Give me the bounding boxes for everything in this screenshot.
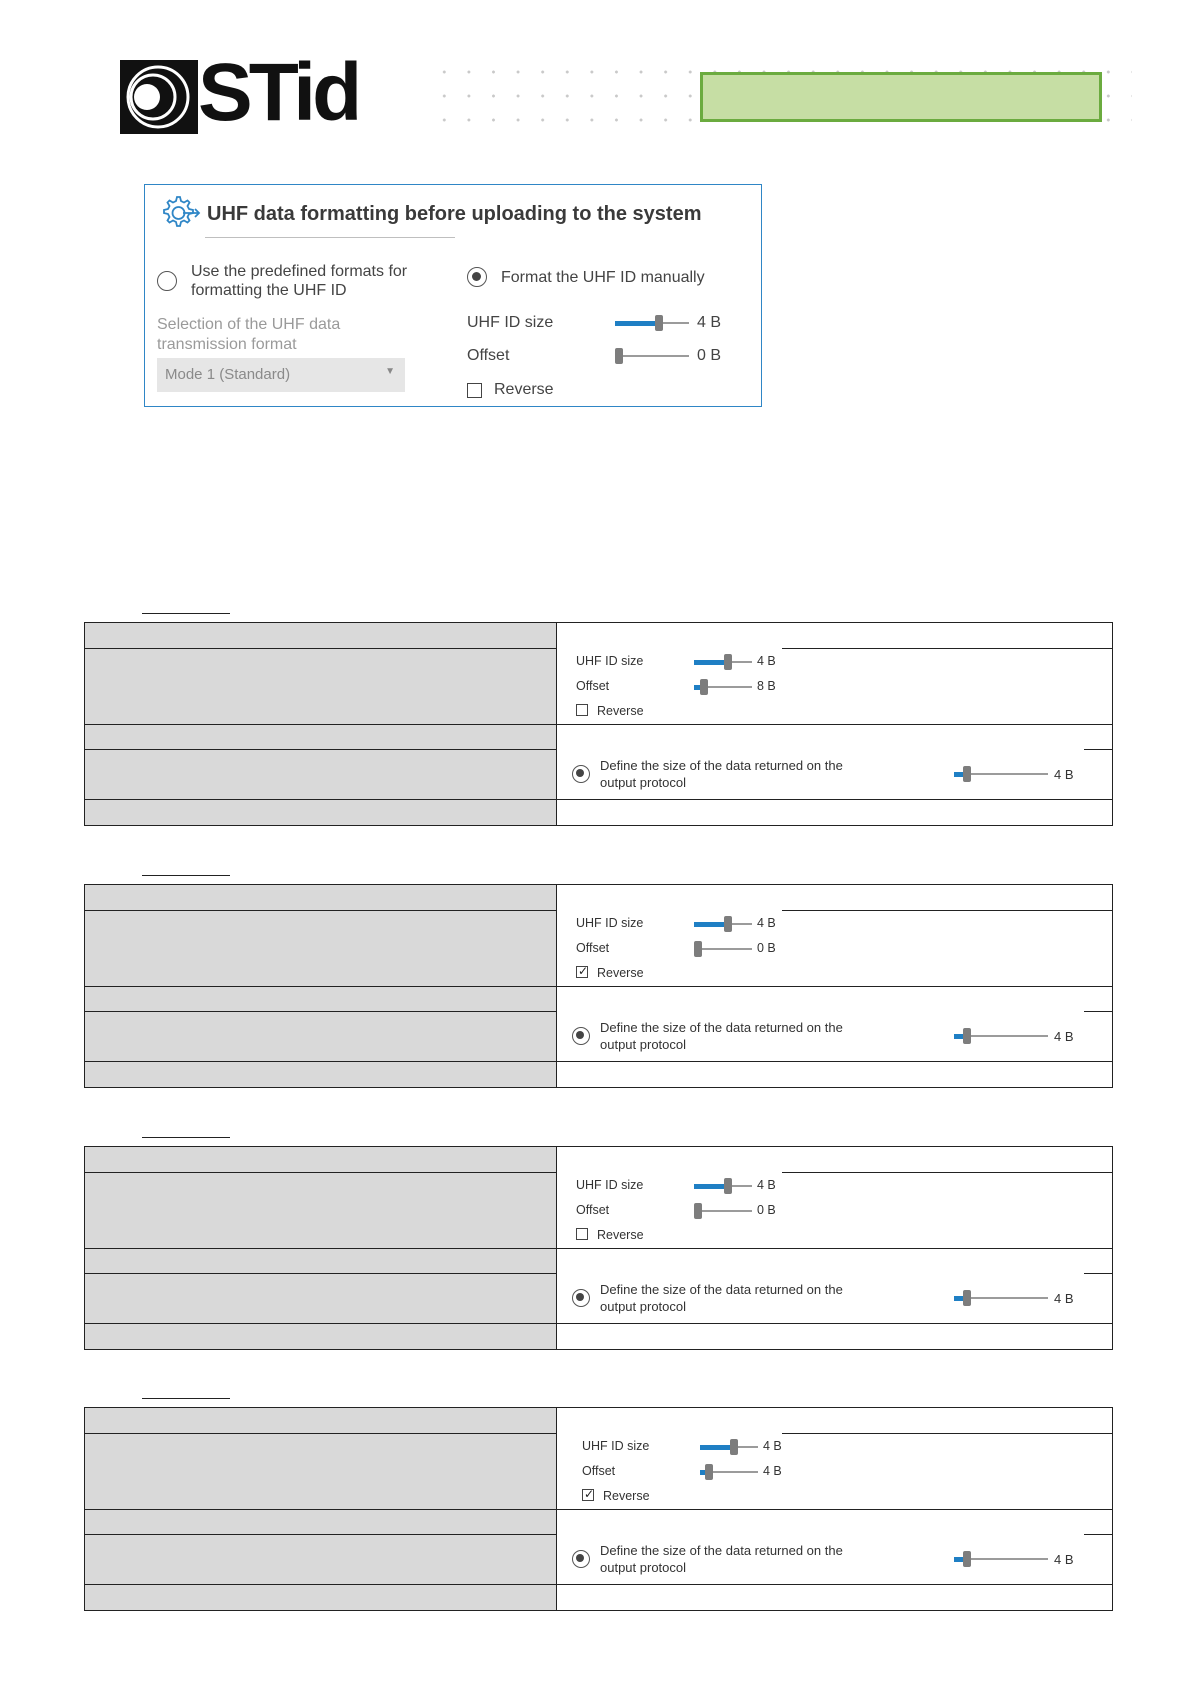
table-row-divider bbox=[85, 1433, 557, 1434]
output-size-label-1: Define the size of the data returned on the bbox=[600, 1282, 843, 1297]
slider-thumb[interactable] bbox=[615, 348, 623, 364]
uhf-id-size-slider[interactable] bbox=[694, 1178, 752, 1194]
uhf-formatting-panel bbox=[144, 184, 762, 407]
reverse-label: Reverse bbox=[597, 1228, 644, 1242]
output-size-value: 4 B bbox=[1054, 1552, 1074, 1567]
stid-logo bbox=[120, 47, 360, 138]
example-heading-underline bbox=[142, 1398, 230, 1399]
reverse-checkbox[interactable] bbox=[467, 383, 482, 398]
example-heading-underline bbox=[142, 1137, 230, 1138]
uhf-id-size-value: 4 B bbox=[757, 1178, 776, 1192]
slider-track bbox=[694, 948, 752, 950]
uhf-id-size-value: 4 B bbox=[697, 314, 722, 331]
option-manual-label: Format the UHF ID manually bbox=[501, 269, 705, 286]
radio-define-output-size[interactable] bbox=[572, 1027, 590, 1045]
uhf-id-size-value: 4 B bbox=[757, 916, 776, 930]
table-row-divider bbox=[557, 986, 1113, 987]
uhf-id-size-label: UHF ID size bbox=[576, 1178, 644, 1192]
slider-track bbox=[694, 1210, 752, 1212]
offset-slider[interactable] bbox=[694, 1203, 752, 1219]
offset-value: 0 B bbox=[697, 347, 722, 364]
header-title-box bbox=[700, 72, 1102, 122]
table-row-divider bbox=[85, 1011, 557, 1012]
slider-thumb[interactable] bbox=[655, 315, 663, 331]
table-row-divider bbox=[1084, 749, 1113, 750]
table-row-divider bbox=[782, 1433, 1113, 1434]
output-size-value: 4 B bbox=[1054, 767, 1074, 782]
slider-thumb[interactable] bbox=[705, 1464, 713, 1480]
stid-logo-mark bbox=[120, 60, 200, 136]
output-size-slider[interactable] bbox=[954, 1551, 1048, 1567]
offset-slider[interactable] bbox=[694, 941, 752, 957]
table-row-divider bbox=[557, 799, 1113, 800]
option-predefined-label-2: formatting the UHF ID bbox=[191, 282, 347, 299]
slider-thumb[interactable] bbox=[700, 679, 708, 695]
table-row-divider bbox=[85, 1323, 557, 1324]
selection-format-label-1: Selection of the UHF data bbox=[157, 316, 341, 333]
table-row-divider bbox=[85, 986, 557, 987]
radio-define-output-size[interactable] bbox=[572, 765, 590, 783]
radio-predefined-formats[interactable] bbox=[157, 271, 177, 291]
table-row-divider bbox=[85, 1061, 557, 1062]
offset-slider[interactable] bbox=[700, 1464, 758, 1480]
output-size-label-1: Define the size of the data returned on the bbox=[600, 758, 843, 773]
table-row-divider bbox=[557, 1248, 1113, 1249]
reverse-label: Reverse bbox=[603, 1489, 650, 1503]
panel-title: UHF data formatting before uploading to the system bbox=[207, 203, 702, 225]
table-row-divider bbox=[85, 910, 557, 911]
output-size-value: 4 B bbox=[1054, 1291, 1074, 1306]
output-size-value: 4 B bbox=[1054, 1029, 1074, 1044]
offset-label: Offset bbox=[576, 1203, 610, 1217]
output-size-label-2: output protocol bbox=[600, 1299, 687, 1314]
offset-value: 4 B bbox=[763, 1464, 782, 1478]
table-row-divider bbox=[85, 799, 557, 800]
table-row-divider bbox=[1084, 1273, 1113, 1274]
table-row-divider bbox=[557, 1061, 1113, 1062]
mode-dropdown-value: Mode 1 (Standard) bbox=[165, 366, 291, 383]
table-row-divider bbox=[782, 910, 1113, 911]
radio-define-output-size[interactable] bbox=[572, 1550, 590, 1568]
slider-thumb[interactable] bbox=[724, 654, 732, 670]
slider-thumb[interactable] bbox=[963, 1551, 971, 1567]
table-row-divider bbox=[85, 1534, 557, 1535]
output-size-slider[interactable] bbox=[954, 1028, 1048, 1044]
uhf-id-size-slider[interactable] bbox=[694, 654, 752, 670]
table-row-divider bbox=[557, 1509, 1113, 1510]
table-row-divider bbox=[85, 1584, 557, 1585]
table-row-divider bbox=[557, 1584, 1113, 1585]
gear-arrow-icon bbox=[157, 193, 201, 233]
uhf-id-size-value: 4 B bbox=[763, 1439, 782, 1453]
table-row-divider bbox=[85, 1248, 557, 1249]
table-row-divider bbox=[1084, 1534, 1113, 1535]
reverse-label: Reverse bbox=[494, 381, 554, 398]
table-row-divider bbox=[782, 1172, 1113, 1173]
output-size-label-2: output protocol bbox=[600, 1037, 687, 1052]
table-row-divider bbox=[557, 1323, 1113, 1324]
offset-label: Offset bbox=[467, 347, 510, 364]
example-heading-underline bbox=[142, 613, 230, 614]
output-size-slider[interactable] bbox=[954, 766, 1048, 782]
slider-fill bbox=[700, 1445, 732, 1450]
slider-thumb[interactable] bbox=[963, 1290, 971, 1306]
table-row-divider bbox=[557, 724, 1113, 725]
table-row-divider bbox=[85, 724, 557, 725]
offset-label: Offset bbox=[582, 1464, 616, 1478]
uhf-id-size-value: 4 B bbox=[757, 654, 776, 668]
option-predefined-label-1: Use the predefined formats for bbox=[191, 263, 408, 280]
offset-value: 0 B bbox=[757, 941, 776, 955]
radio-define-output-size[interactable] bbox=[572, 1289, 590, 1307]
table-row-divider bbox=[85, 1509, 557, 1510]
slider-thumb[interactable] bbox=[963, 766, 971, 782]
slider-track bbox=[615, 355, 689, 357]
uhf-id-size-label: UHF ID size bbox=[582, 1439, 650, 1453]
offset-label: Offset bbox=[576, 679, 610, 693]
table-row-divider bbox=[782, 648, 1113, 649]
reverse-label: Reverse bbox=[597, 704, 644, 718]
reverse-checkbox[interactable] bbox=[576, 966, 588, 978]
reverse-checkbox[interactable] bbox=[576, 1228, 588, 1240]
slider-fill bbox=[694, 1184, 726, 1189]
uhf-id-size-label: UHF ID size bbox=[576, 916, 644, 930]
table-row-divider bbox=[85, 648, 557, 649]
example-heading-underline bbox=[142, 875, 230, 876]
table-row-divider bbox=[1084, 1011, 1113, 1012]
slider-thumb[interactable] bbox=[724, 1178, 732, 1194]
uhf-id-size-label: UHF ID size bbox=[576, 654, 644, 668]
slider-fill bbox=[615, 321, 657, 326]
uhf-id-size-slider[interactable] bbox=[694, 916, 752, 932]
table-row-divider bbox=[85, 1172, 557, 1173]
slider-fill bbox=[694, 660, 726, 665]
slider-thumb[interactable] bbox=[963, 1028, 971, 1044]
radio-format-manually[interactable] bbox=[467, 267, 487, 287]
table-row-divider bbox=[85, 749, 557, 750]
output-size-label-1: Define the size of the data returned on the bbox=[600, 1543, 843, 1558]
output-size-label-1: Define the size of the data returned on the bbox=[600, 1020, 843, 1035]
offset-value: 0 B bbox=[757, 1203, 776, 1217]
slider-fill bbox=[694, 922, 726, 927]
output-size-label-2: output protocol bbox=[600, 1560, 687, 1575]
reverse-checkbox[interactable] bbox=[582, 1489, 594, 1501]
slider-thumb[interactable] bbox=[730, 1439, 738, 1455]
reverse-checkbox[interactable] bbox=[576, 704, 588, 716]
reverse-label: Reverse bbox=[597, 966, 644, 980]
selection-format-label-2: transmission format bbox=[157, 336, 297, 353]
title-divider bbox=[205, 237, 455, 238]
offset-slider[interactable] bbox=[694, 679, 752, 695]
offset-slider[interactable] bbox=[615, 348, 689, 364]
output-size-label-2: output protocol bbox=[600, 775, 687, 790]
slider-thumb[interactable] bbox=[694, 941, 702, 957]
brand-name: STid bbox=[198, 47, 359, 138]
uhf-id-size-slider[interactable] bbox=[615, 315, 689, 331]
uhf-id-size-slider[interactable] bbox=[700, 1439, 758, 1455]
slider-thumb[interactable] bbox=[694, 1203, 702, 1219]
output-size-slider[interactable] bbox=[954, 1290, 1048, 1306]
chevron-down-icon: ▼ bbox=[385, 366, 395, 377]
mode-dropdown[interactable] bbox=[157, 358, 405, 392]
offset-value: 8 B bbox=[757, 679, 776, 693]
table-row-divider bbox=[85, 1273, 557, 1274]
offset-label: Offset bbox=[576, 941, 610, 955]
uhf-id-size-label: UHF ID size bbox=[467, 314, 554, 331]
slider-thumb[interactable] bbox=[724, 916, 732, 932]
